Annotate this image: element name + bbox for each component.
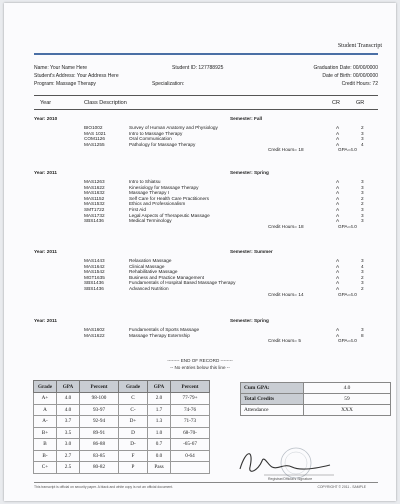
course-credits: 4 (361, 263, 364, 269)
term-totals (34, 224, 378, 231)
term-gpa: GPA=4.0 (338, 223, 357, 229)
term-header (34, 318, 378, 327)
term-block (34, 318, 378, 345)
grade-scale-cell: 80-82 (80, 462, 119, 474)
grade-scale-cell: 2.7 (57, 450, 80, 462)
course-code: MAS1632 (84, 190, 105, 196)
grade-scale-cell: A- (34, 416, 57, 428)
course-title: Legal Aspects of Therapeutic Massage (129, 212, 210, 218)
grade-scale-cell: 4.0 (57, 404, 80, 416)
course-credits: 3 (361, 269, 364, 275)
transcript-tag: Student Transcript (337, 43, 382, 49)
course-code: SBS1436 (84, 218, 104, 224)
term-gpa: GPA=4.0 (338, 338, 357, 344)
course-credits: 2 (361, 201, 364, 207)
grade-scale-cell: C (119, 393, 148, 405)
column-header (34, 100, 378, 108)
grade-scale-cell: B- (34, 450, 57, 462)
course-title: Business and Practice Management (129, 274, 205, 280)
cum-gpa-value: 4.0 (304, 383, 391, 394)
course-credits: 4 (361, 141, 364, 147)
grade-scale-cell: -65-67 (171, 439, 210, 451)
grade-scale-cell: A (34, 404, 57, 416)
course-grade: A (336, 195, 340, 201)
grade-scale-cell: 2.0 (148, 393, 171, 405)
course-code: COM1126 (84, 136, 106, 142)
total-credits-label: Total Credits (241, 394, 304, 405)
course-credits: 3 (361, 179, 364, 184)
grade-scale-cell: Pass (148, 462, 171, 474)
course-title: Oral Communication (129, 136, 172, 142)
grade-scale-row (34, 462, 210, 474)
transcript-page (4, 3, 396, 501)
course-code: MAS1443 (84, 258, 105, 263)
course-code: MGT1635 (84, 274, 105, 280)
grade-scale-cell: C- (119, 404, 148, 416)
course-grade: A (336, 201, 340, 207)
course-credits: 8 (361, 332, 364, 338)
column-rule (34, 109, 378, 110)
grade-scale-cell: P (119, 462, 148, 474)
course-code: MAS1542 (84, 269, 105, 275)
cum-gpa-label: Cum GPA: (241, 383, 304, 394)
grade-scale-header: Percent (171, 381, 210, 393)
course-grade: A (336, 285, 340, 291)
grade-scale-cell: 83-85 (80, 450, 119, 462)
footer-note: This transcript is official on security paper. A black and white copy is not an official document. (34, 485, 174, 489)
grade-scale-row (34, 427, 210, 439)
course-code: SBS1436 (84, 280, 104, 286)
term-credit-hours: Credit Hours= 18 (268, 147, 304, 153)
term-year: Year: 2011 (34, 170, 57, 175)
term-semester: Semester: Fall (230, 116, 263, 121)
grade-scale-cell: 3.0 (57, 439, 80, 451)
course-grade: A (336, 136, 340, 142)
grade-scale-cell: 2.5 (57, 462, 80, 474)
summary-table (240, 382, 391, 416)
course-credits: 2 (361, 125, 364, 130)
grade-scale-cell: B (34, 439, 57, 451)
course-credits: 2 (361, 195, 364, 201)
course-credits: 3 (361, 212, 364, 218)
course-code: BIO1002 (84, 125, 103, 130)
course-code: SBS1436 (84, 285, 104, 291)
end-of-record: -------- END OF RECORD -------- (167, 358, 233, 363)
col-class-description: Class Description (84, 100, 127, 106)
course-credits: 2 (361, 274, 364, 280)
course-code: MAS1732 (84, 212, 105, 218)
grade-scale-cell: 3.5 (57, 427, 80, 439)
grade-scale-cell: 0-64 (171, 450, 210, 462)
grade-scale-cell: 68-70- (171, 427, 210, 439)
total-credits-value: 59 (304, 394, 391, 405)
term-totals (34, 292, 378, 299)
term-semester: Semester: Spring (230, 318, 269, 323)
term-credit-hours: Credit Hours= 14 (268, 291, 304, 297)
term-header (34, 249, 378, 258)
grade-scale-cell: C+ (34, 462, 57, 474)
course-code: MAS 1021 (84, 130, 106, 136)
course-title: Massage Therapy I (129, 190, 170, 196)
credit-hours: Credit Hours: 72 (341, 81, 378, 87)
course-grade: A (336, 218, 340, 224)
course-title: Intro to Shiatsu (129, 179, 161, 184)
course-title: Massage Therapy Externship (129, 332, 190, 338)
course-grade: A (336, 141, 340, 147)
grade-scale-cell: D- (119, 439, 148, 451)
course-credits: 3 (361, 218, 364, 224)
grade-scale-cell (171, 462, 210, 474)
course-title: Ethics and Professionalism (129, 201, 186, 207)
date-of-birth: Date of Birth: 00/00/0000 (322, 73, 378, 79)
course-grade: A (336, 125, 340, 130)
grade-scale-cell: 1.7 (148, 404, 171, 416)
grade-scale-row (34, 404, 210, 416)
course-credits: 3 (361, 136, 364, 142)
term-year: Year: 2011 (34, 249, 57, 254)
grade-scale-row (34, 393, 210, 405)
course-title: Kinesiology for Massage Therapy (129, 184, 199, 190)
course-title: First Aid (129, 206, 146, 212)
course-title: Rehabilitative Massage (129, 269, 178, 275)
info-rule (34, 95, 378, 96)
course-credits: 3 (361, 258, 364, 263)
course-code: MAS1642 (84, 263, 105, 269)
course-grade: A (336, 274, 340, 280)
col-year: Year (40, 100, 52, 106)
grade-scale-cell: D (119, 427, 148, 439)
course-credits: 3 (361, 190, 364, 196)
grade-scale-header: Grade (34, 381, 57, 393)
course-title: Advanced Nutrition (129, 285, 169, 291)
course-code: MAS1532 (84, 201, 105, 207)
course-grade: A (336, 258, 340, 263)
term-year: Year: 2010 (34, 116, 58, 121)
grade-scale-table (33, 380, 210, 474)
course-grade: A (336, 280, 340, 286)
attendance-label: Attendance (241, 405, 304, 416)
grade-scale-row (34, 450, 210, 462)
course-title: Intro to Massage Therapy (129, 130, 183, 136)
course-credits: 3 (361, 206, 364, 212)
grade-scale-cell: D+ (119, 416, 148, 428)
course-grade: A (336, 332, 340, 338)
course-code: MAS1622 (84, 184, 105, 190)
student-name: Name: Your Name Here (34, 65, 88, 71)
course-title: Self Care for Health Care Practitioners (129, 195, 209, 201)
course-grade: A (336, 269, 340, 275)
term-gpa: GPA=4.0 (338, 147, 357, 153)
course-title: Pathology for Massage Therapy (129, 141, 196, 147)
grade-scale-cell: 0.7 (148, 439, 171, 451)
grade-scale-header: GPA (148, 381, 171, 393)
course-grade: A (336, 184, 340, 190)
attendance-value: XXX (304, 405, 391, 416)
grade-scale-cell: 92-94 (80, 416, 119, 428)
grade-scale-row (34, 439, 210, 451)
student-address: Student's Address: Your Address Here (34, 73, 119, 79)
course-title: Medical Terminology (129, 218, 172, 224)
col-cr: CR (332, 100, 340, 106)
course-grade: A (336, 263, 340, 269)
grade-scale-cell: F (119, 450, 148, 462)
course-code: MAS1622 (84, 332, 105, 338)
course-code: MAS1255 (84, 141, 105, 147)
course-title: Fundamentals of Sports Massage (129, 327, 200, 332)
course-grade: A (336, 212, 340, 218)
footer-rule (34, 482, 378, 483)
no-entries-note: -- No entries below this line -- (170, 365, 230, 370)
course-grade: A (336, 179, 340, 184)
col-gr: GR (356, 100, 365, 106)
course-credits: 3 (361, 130, 364, 136)
term-credit-hours: Credit Hours= 18 (268, 223, 304, 229)
grade-scale-cell: 4.0 (57, 393, 80, 405)
grade-scale-row (34, 416, 210, 428)
course-title: Fundamentals of Hospital Based Massage Therapy (129, 280, 236, 286)
course-grade: A (336, 327, 340, 332)
course-grade: A (336, 190, 340, 196)
term-semester: Semester: Summer (230, 249, 273, 254)
grade-scale-cell: 89-91 (80, 427, 119, 439)
footer-copyright: COPYRIGHT © 2011 - SAMPLE (317, 485, 366, 489)
term-totals (34, 338, 378, 345)
grade-scale-header: Grade (119, 381, 148, 393)
specialization: Specialization: (152, 81, 185, 87)
grade-scale-header: GPA (57, 381, 80, 393)
term-year: Year: 2011 (34, 318, 57, 323)
grade-scale-cell: B+ (34, 427, 57, 439)
term-header (34, 170, 378, 179)
program: Program: Massage Therapy (34, 81, 96, 87)
signature-caption: Registrar/Official's Signature (268, 477, 313, 481)
header-rule (34, 53, 378, 55)
grade-scale-cell: 74-76 (171, 404, 210, 416)
term-header (34, 116, 378, 125)
course-code: MAS1263 (84, 179, 105, 184)
course-credits: 3 (361, 184, 364, 190)
course-credits: 3 (361, 280, 364, 286)
term-block (34, 170, 378, 231)
grade-scale-cell: 71-73 (171, 416, 210, 428)
grade-scale-cell: 77-79+ (171, 393, 210, 405)
course-grade: A (336, 206, 340, 212)
term-block (34, 116, 378, 154)
course-credits: 3 (361, 327, 364, 332)
course-code: SMT1722 (84, 206, 105, 212)
student-id: Student ID: 127788925 (172, 65, 224, 71)
grade-scale-header: Percent (80, 381, 119, 393)
course-code: MAS1152 (84, 195, 105, 201)
course-credits: 2 (361, 285, 364, 291)
grade-scale-cell: 98-100 (80, 393, 119, 405)
course-title: Clinical Massage (129, 263, 165, 269)
student-info (34, 65, 378, 89)
course-grade: A (336, 130, 340, 136)
course-title: Relaxation Massage (129, 258, 172, 263)
term-block (34, 249, 378, 299)
term-totals (34, 147, 378, 154)
grade-scale-cell: 1.0 (148, 427, 171, 439)
grade-scale-cell: 86-88 (80, 439, 119, 451)
grade-scale-cell: 0.0 (148, 450, 171, 462)
grade-scale-cell: A+ (34, 393, 57, 405)
grade-scale-cell: 3.7 (57, 416, 80, 428)
term-semester: Semester: Spring (230, 170, 269, 175)
term-credit-hours: Credit Hours= 5 (268, 338, 301, 344)
term-gpa: GPA=4.0 (338, 291, 357, 297)
graduation-date: Graduation Date: 00/00/0000 (313, 65, 378, 71)
grade-scale-cell: 1.3 (148, 416, 171, 428)
course-code: MAS1602 (84, 327, 105, 332)
grade-scale-cell: 93-97 (80, 404, 119, 416)
course-title: Survey of Human Anatomy and Physiology (129, 125, 218, 130)
